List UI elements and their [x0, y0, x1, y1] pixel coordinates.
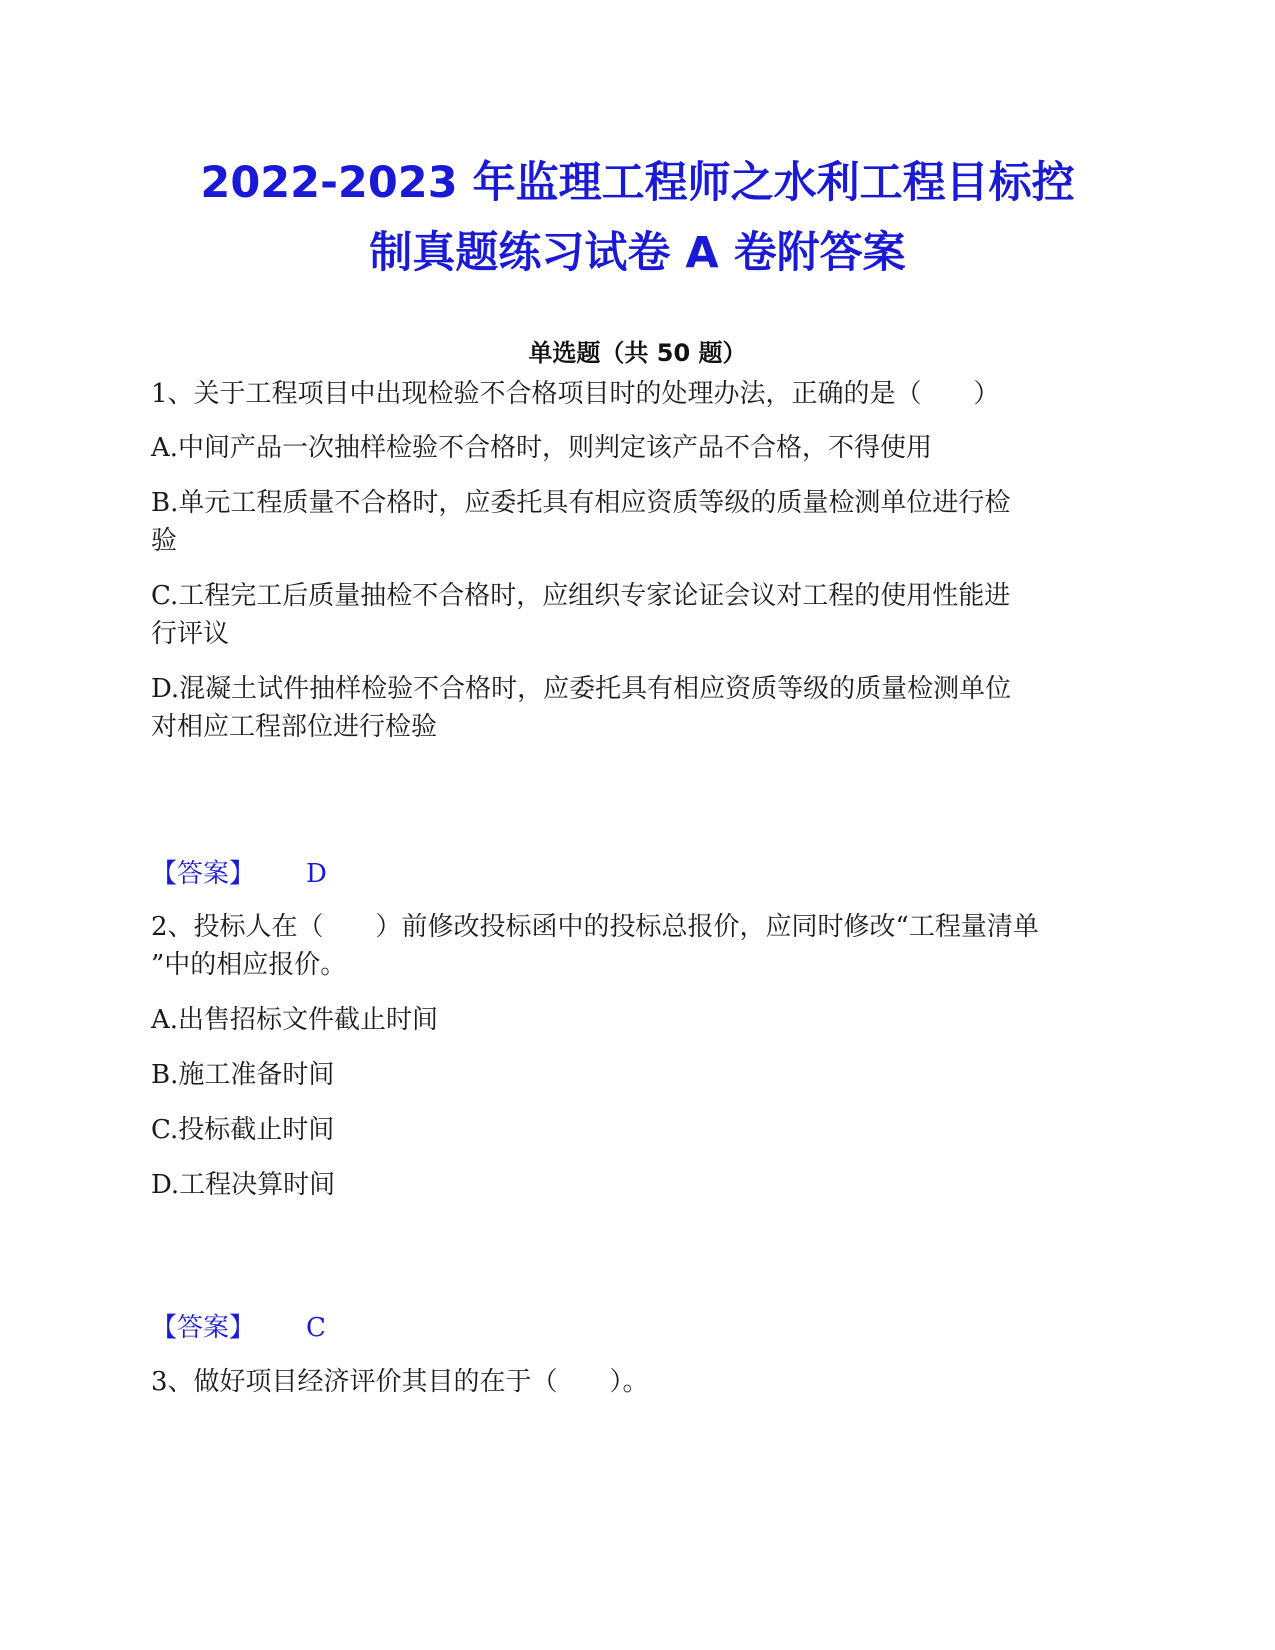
question-2-option-b: B.施工准备时间: [151, 1060, 335, 1090]
question-1-option-b-line-1: B.单元工程质量不合格时，应委托具有相应资质等级的质量检测单位进行检: [151, 488, 1011, 518]
question-1-option-a: A.中间产品一次抽样检验不合格时，则判定该产品不合格，不得使用: [151, 433, 933, 463]
answer-label: 【答案】: [151, 859, 256, 889]
question-1-option-b-line-2: 验: [151, 526, 178, 556]
title-line-1: 2022-2023 年监理工程师之水利工程目标控: [200, 158, 1075, 208]
question-1-option-d-line-2: 对相应工程部位进行检验: [151, 712, 438, 742]
question-3-stem: 3、做好项目经济评价其目的在于（ ）。: [151, 1367, 649, 1397]
document-title: [120, 148, 1155, 288]
question-2-option-d: D.工程决算时间: [151, 1170, 336, 1200]
question-2-option-a: A.出售招标文件截止时间: [151, 1005, 439, 1035]
question-2-option-c: C.投标截止时间: [151, 1115, 335, 1145]
question-1-option-c-line-2: 行评议: [151, 619, 230, 649]
title-line-2: 制真题练习试卷 A 卷附答案: [369, 228, 906, 278]
question-1-option-c-line-1: C.工程完工后质量抽检不合格时，应组织专家论证会议对工程的使用性能进: [151, 581, 1011, 611]
question-2-answer: [151, 1308, 1131, 1348]
answer-label: 【答案】: [151, 1313, 256, 1343]
answer-value: C: [306, 1313, 326, 1343]
answer-value: D: [306, 859, 327, 889]
section-heading: 单选题（共 50 题）: [528, 339, 747, 367]
question-1-option-d-line-1: D.混凝土试件抽样检验不合格时，应委托具有相应资质等级的质量检测单位: [151, 674, 1012, 704]
question-1-stem: 1、关于工程项目中出现检验不合格项目时的处理办法，正确的是（ ）: [151, 379, 1000, 409]
question-1-answer: [151, 854, 1131, 894]
question-2-stem-line-1: 2、投标人在（ ）前修改投标函中的投标总报价，应同时修改“工程量清单: [151, 912, 1039, 942]
question-2-stem-line-2: ”中的相应报价。: [151, 950, 347, 980]
